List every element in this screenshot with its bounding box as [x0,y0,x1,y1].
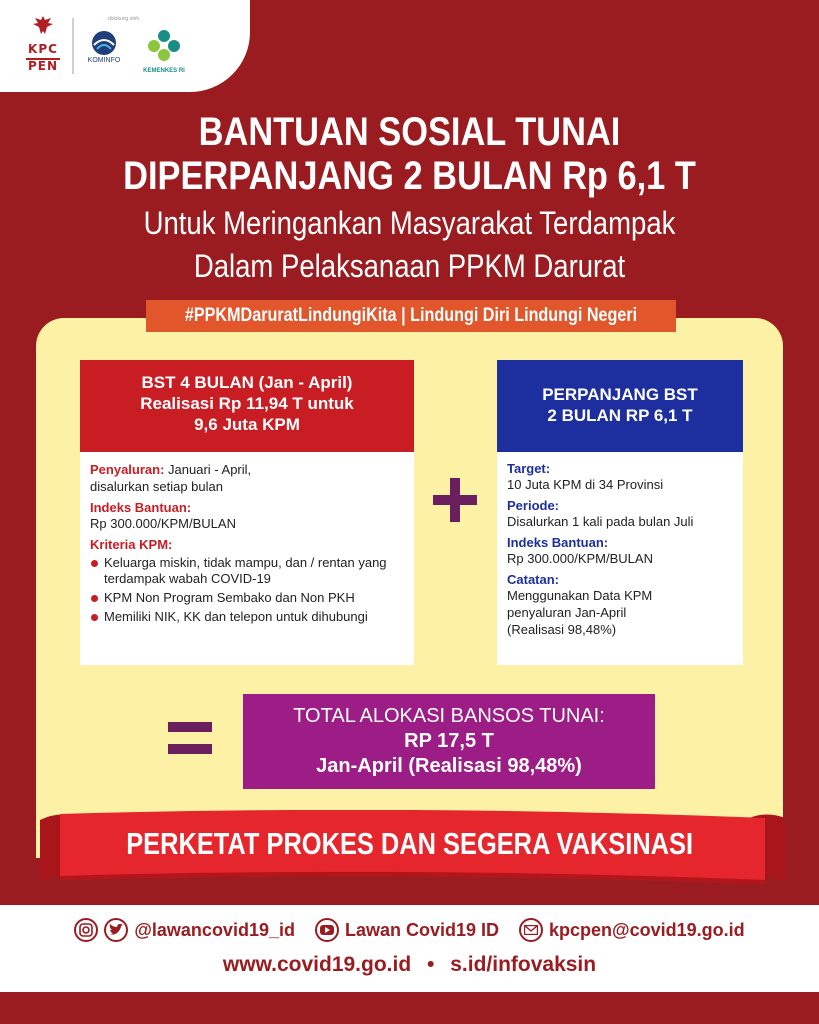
catatan-label: Catatan: [507,572,560,587]
kpcpen-logo [22,14,64,73]
supported-by-text: didukung oleh [108,16,140,22]
right-head-line-1: PERPANJANG BST [542,385,698,404]
kemenkes-icon [146,28,182,62]
bst-4-bulan-header [80,360,414,452]
kriteria-item: Keluarga miskin, tidak mampu, dan / rentan yang terdampak wabah COVID-19 [90,555,404,587]
indeks-label-right: Indeks Bantuan: [507,535,609,550]
hashtag-bar [146,300,676,332]
instagram-icon [74,918,98,942]
indeks-value-left: Rp 300.000/KPM/BULAN [90,516,236,531]
perpanjang-bst-details [497,452,743,665]
penyaluran-label: Penyaluran: [90,462,165,477]
bst-4-bulan-details [80,452,414,665]
penyaluran-value-2: disalurkan setiap bulan [90,479,223,494]
left-head-line-3: 9,6 Juta KPM [194,415,300,434]
website-link[interactable]: www.covid19.go.id [222,953,412,976]
total-period: Jan-April (Realisasi 98,48%) [316,755,582,777]
kemenkes-logo [136,28,192,74]
total-amount: RP 17,5 T [404,730,494,752]
periode-value: Disalurkan 1 kali pada bulan Juli [507,514,694,529]
logo-card [0,0,250,92]
indeks-label-left: Indeks Bantuan: [90,500,192,515]
youtube-item[interactable] [315,918,499,942]
logo-separator [72,18,74,74]
plus-icon [433,478,477,522]
web-separator: • [427,953,435,976]
youtube-text: Lawan Covid19 ID [344,919,500,940]
perpanjang-bst-header [497,360,743,452]
subtitle-line-1: Untuk Meringankan Masyarakat Terdampak [143,205,676,241]
kemenkes-label: KEMENKES RI [143,68,185,74]
ribbon-label: PERKETAT PROKES DAN SEGERA VAKSINASI [126,826,694,861]
total-label: TOTAL ALOKASI BANSOS TUNAI: [293,705,605,727]
periode-label: Periode: [507,498,560,513]
shortlink[interactable]: s.id/infovaksin [450,953,597,976]
left-head-line-2: Realisasi Rp 11,94 T untuk [140,394,354,413]
ribbon-text [60,826,760,862]
left-head-line-1: BST 4 BULAN (Jan - April) [141,373,353,392]
target-label: Target: [507,461,551,476]
indeks-value-right: Rp 300.000/KPM/BULAN [507,551,653,566]
twitter-icon [104,918,128,942]
catatan-value-2: penyaluran Jan-April [507,605,627,620]
kominfo-logo [82,30,126,64]
penyaluran-value: Januari - April, [168,462,252,477]
kriteria-label: Kriteria KPM: [90,537,173,552]
youtube-icon [315,918,339,942]
web-row [0,953,819,977]
hashtag-text: #PPKMDaruratLindungiKita | Lindungi Diri Lindungi Negeri [184,305,638,326]
kriteria-item: Memiliki NIK, KK dan telepon untuk dihubungi [90,609,404,625]
catatan-value-3: (Realisasi 98,48%) [507,622,617,637]
kpc-text: KPC [28,42,58,56]
catatan-value-1: Menggunakan Data KPM [507,588,653,603]
kominfo-label: KOMINFO [87,57,121,64]
social-handle-text: @lawancovid19_id [134,919,295,940]
title-line-1: BANTUAN SOSIAL TUNAI [198,110,621,154]
subtitle-line-2: Dalam Pelaksanaan PPKM Darurat [193,248,626,284]
kominfo-icon [89,30,119,56]
target-value: 10 Juta KPM di 34 Provinsi [507,477,664,492]
footer-bottom-bar [0,992,819,1024]
garuda-icon [31,14,55,36]
pen-text: PEN [27,59,59,73]
email-item[interactable] [519,918,745,942]
email-icon [519,918,543,942]
social-row [0,918,819,942]
right-head-line-2: 2 BULAN RP 6,1 T [547,406,693,425]
email-text: kpcpen@covid19.go.id [549,919,745,940]
social-handle-item[interactable] [74,918,295,942]
penyaluran-row [90,461,404,478]
equals-icon [168,722,212,756]
total-alokasi-box [243,694,655,789]
kriteria-item: KPM Non Program Sembako dan Non PKH [90,590,404,606]
title-line-2: DIPERPANJANG 2 BULAN Rp 6,1 T [123,154,696,198]
